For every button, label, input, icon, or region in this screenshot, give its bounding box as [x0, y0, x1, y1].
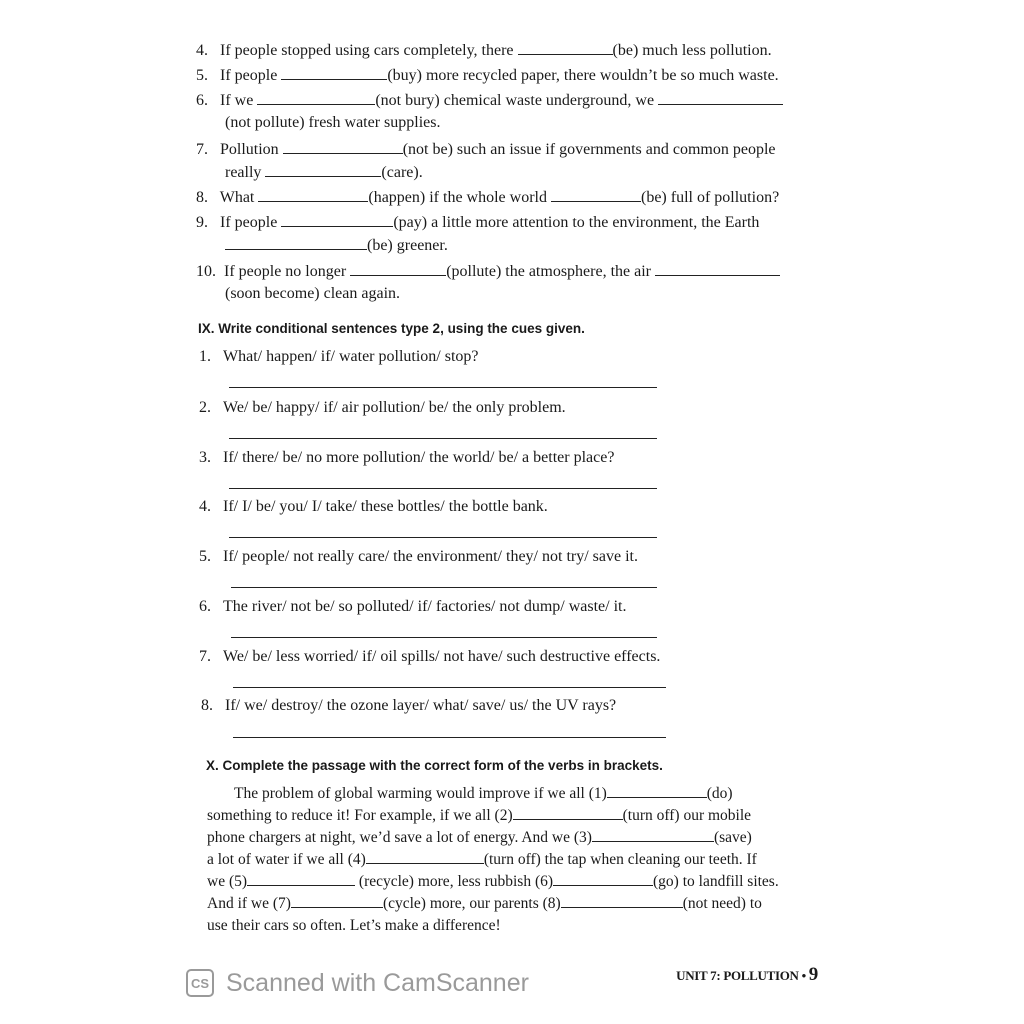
- answer-line[interactable]: [231, 637, 657, 638]
- passage-text: (turn off) the tap when cleaning our teeth. If: [483, 851, 757, 868]
- item-text: (care).: [381, 164, 423, 181]
- item-number: 6.: [199, 598, 211, 615]
- item-number: 4.: [196, 42, 208, 59]
- answer-blank[interactable]: [658, 90, 783, 105]
- item-text: What: [219, 189, 259, 206]
- watermark-text: Scanned with CamScanner: [226, 968, 529, 997]
- exercise-item-4: [196, 40, 772, 61]
- item-text: (be) much less pollution.: [612, 42, 772, 59]
- answer-line[interactable]: [229, 537, 657, 538]
- item-text: Pollution: [220, 141, 283, 158]
- item-text: (not bury) chemical waste underground, we: [375, 92, 659, 109]
- item-text: (be) greener.: [367, 237, 448, 254]
- answer-blank[interactable]: [265, 162, 381, 177]
- cue-text: We/ be/ less worried/ if/ oil spills/ not have/ such destructive effects.: [223, 648, 661, 665]
- answer-blank[interactable]: [655, 261, 780, 276]
- exercise-item-9-continued: [225, 235, 448, 256]
- section-ix-heading: IX. Write conditional sentences type 2, using the cues given.: [198, 321, 585, 336]
- cue-text: If/ I/ be/ you/ I/ take/ these bottles/ the bottle bank.: [223, 498, 548, 515]
- item-number: 5.: [196, 67, 208, 84]
- cue-text: The river/ not be/ so polluted/ if/ factories/ not dump/ waste/ it.: [223, 598, 627, 615]
- cue-item-3: [199, 448, 614, 468]
- camscanner-watermark: [186, 966, 529, 1000]
- item-number: 3.: [199, 449, 211, 466]
- item-text: (be) full of pollution?: [640, 189, 780, 206]
- cue-item-2: [199, 398, 566, 418]
- answer-blank[interactable]: [258, 187, 368, 202]
- answer-blank[interactable]: [281, 212, 393, 227]
- answer-line[interactable]: [233, 687, 666, 688]
- item-text: If people: [220, 214, 282, 231]
- passage-text: And if we (7): [207, 895, 291, 912]
- item-number: 10.: [196, 263, 216, 280]
- passage-text: (not need) to: [682, 895, 762, 912]
- item-text: (buy) more recycled paper, there wouldn’t be so much waste.: [387, 67, 779, 84]
- passage-line-3: [207, 827, 752, 849]
- item-text: (pay) a little more attention to the environment, the Earth: [393, 214, 760, 231]
- exercise-item-8: [196, 187, 779, 208]
- answer-blank[interactable]: [291, 893, 383, 908]
- cue-text: What/ happen/ if/ water pollution/ stop?: [223, 348, 479, 365]
- answer-blank[interactable]: [247, 871, 355, 886]
- passage-text: phone chargers at night, we’d save a lot of energy. And we (3): [207, 829, 592, 846]
- exercise-item-5: [196, 65, 779, 86]
- item-text: (happen) if the whole world: [368, 189, 551, 206]
- item-number: 5.: [199, 548, 211, 565]
- answer-line[interactable]: [229, 387, 657, 388]
- item-number: 7.: [196, 141, 208, 158]
- passage-text: (do): [706, 785, 733, 802]
- cue-text: If/ people/ not really care/ the environment/ they/ not try/ save it.: [223, 548, 638, 565]
- exercise-item-10: [196, 261, 780, 282]
- exercise-item-9: [196, 212, 759, 233]
- item-text: really: [225, 164, 266, 181]
- answer-blank[interactable]: [283, 139, 403, 154]
- answer-blank[interactable]: [281, 65, 387, 80]
- item-number: 1.: [199, 348, 211, 365]
- passage-text: use their cars so often. Let’s make a difference!: [207, 917, 501, 934]
- exercise-item-6-continued: (not pollute) fresh water supplies.: [225, 114, 441, 131]
- item-number: 8.: [196, 189, 208, 206]
- item-number: 7.: [199, 648, 211, 665]
- passage-line-2: [207, 805, 751, 827]
- exercise-item-6: [196, 90, 783, 111]
- passage-line-6: [207, 893, 762, 915]
- item-text: If people stopped using cars completely, there: [220, 42, 518, 59]
- answer-blank[interactable]: [551, 187, 641, 202]
- answer-blank[interactable]: [518, 40, 613, 55]
- answer-blank[interactable]: [350, 261, 446, 276]
- answer-blank[interactable]: [592, 827, 714, 842]
- answer-blank[interactable]: [607, 783, 707, 798]
- exercise-item-7: [196, 139, 775, 160]
- passage-text: (go) to landfill sites.: [653, 873, 779, 890]
- passage-text: we (5): [207, 873, 248, 890]
- answer-line[interactable]: [229, 488, 657, 489]
- cue-item-5: [199, 547, 638, 567]
- answer-blank[interactable]: [257, 90, 375, 105]
- item-text: If people no longer: [224, 263, 351, 280]
- answer-line[interactable]: [231, 587, 657, 588]
- answer-blank[interactable]: [561, 893, 683, 908]
- cue-item-6: [199, 597, 626, 617]
- section-x-heading: X. Complete the passage with the correct form of the verbs in brackets.: [206, 758, 663, 773]
- cue-text: We/ be/ happy/ if/ air pollution/ be/ the only problem.: [223, 399, 566, 416]
- item-text: (pollute) the atmosphere, the air: [446, 263, 655, 280]
- camscanner-logo-icon: CS: [186, 969, 214, 997]
- answer-line[interactable]: [229, 438, 657, 439]
- answer-blank[interactable]: [553, 871, 653, 886]
- cue-item-7: [199, 647, 660, 667]
- passage-text: something to reduce it! For example, if we all (2): [207, 807, 513, 824]
- cue-item-8: [201, 696, 616, 716]
- exercise-item-7-continued: [225, 162, 423, 183]
- passage-line-4: [207, 849, 757, 871]
- item-text: If we: [220, 92, 258, 109]
- answer-blank[interactable]: [225, 235, 367, 250]
- item-text: (not be) such an issue if governments and common people: [402, 141, 776, 158]
- passage-line-5: [207, 871, 779, 893]
- answer-blank[interactable]: [366, 849, 484, 864]
- passage-text: (recycle) more, less rubbish (6): [355, 873, 554, 890]
- item-number: 4.: [199, 498, 211, 515]
- cue-item-1: [199, 347, 479, 367]
- passage-text: (cycle) more, our parents (8): [382, 895, 561, 912]
- passage-text: (save): [713, 829, 752, 846]
- passage-text: (turn off) our mobile: [622, 807, 752, 824]
- passage-line-1: [234, 783, 733, 805]
- page-footer: [676, 964, 818, 986]
- passage-text: a lot of water if we all (4): [207, 851, 366, 868]
- item-number: 2.: [199, 399, 211, 416]
- exercise-item-10-continued: (soon become) clean again.: [225, 285, 401, 302]
- item-text: If people: [220, 67, 282, 84]
- item-number: 6.: [196, 92, 208, 109]
- passage-text: The problem of global warming would improve if we all (1): [234, 785, 607, 802]
- item-number: 9.: [196, 214, 208, 231]
- page-number: 9: [808, 964, 818, 985]
- unit-label: UNIT 7: POLLUTION •: [676, 968, 806, 983]
- item-number: 8.: [201, 697, 213, 714]
- passage-line-7: [207, 915, 501, 937]
- answer-blank[interactable]: [513, 805, 623, 820]
- cue-text: If/ there/ be/ no more pollution/ the world/ be/ a better place?: [223, 449, 615, 466]
- answer-line[interactable]: [233, 737, 666, 738]
- cue-item-4: [199, 497, 548, 517]
- cue-text: If/ we/ destroy/ the ozone layer/ what/ save/ us/ the UV rays?: [225, 697, 617, 714]
